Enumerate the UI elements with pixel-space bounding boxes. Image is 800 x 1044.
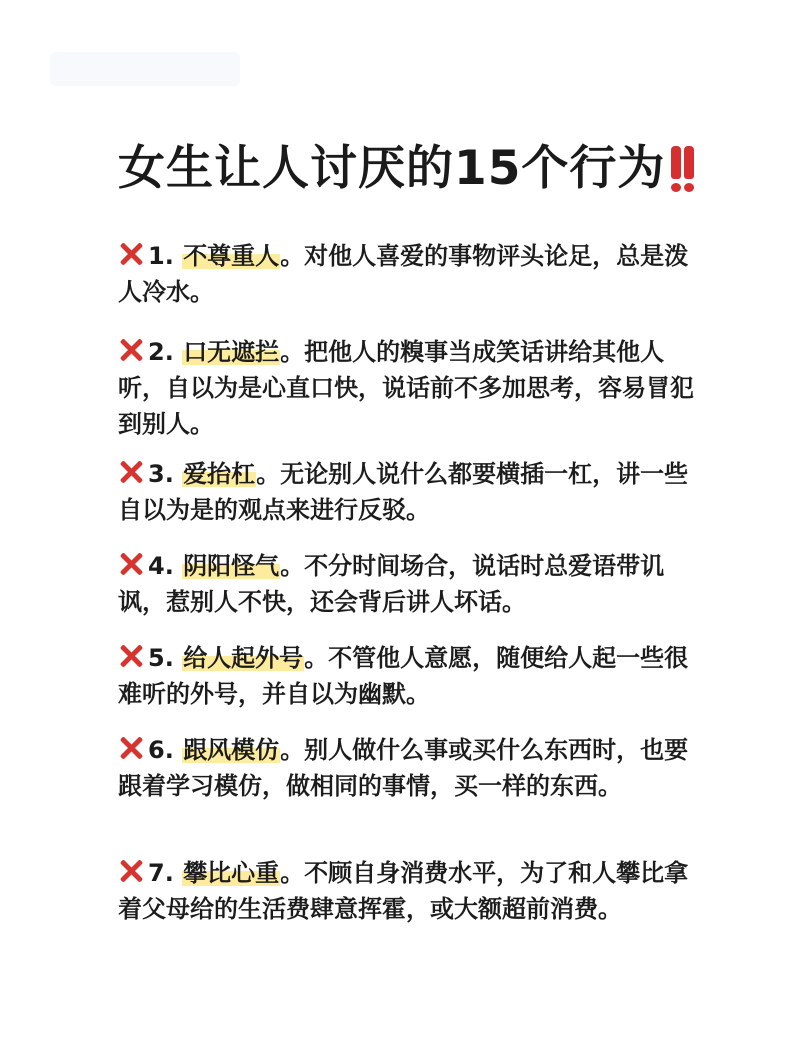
list-item-4 (118, 548, 703, 620)
item-number: 5. (148, 644, 174, 672)
item-text: 。不分时间场合，说话时总爱语带讥讽，惹别人不快，还会背后讲人坏话。 (118, 552, 665, 616)
item-number: 7. (148, 859, 174, 887)
faint-header-bar (50, 52, 240, 86)
item-number: 2. (148, 338, 174, 366)
item-number: 1. (148, 242, 174, 270)
item-keyword: 攀比心重 (183, 859, 280, 887)
item-keyword: 口无遮拦 (183, 338, 280, 366)
cross-mark-icon (118, 643, 144, 669)
cross-mark-icon (118, 337, 144, 363)
item-keyword: 跟风模仿 (183, 736, 280, 764)
cross-mark-icon (118, 735, 144, 761)
page-title (118, 134, 718, 204)
cross-mark-icon (118, 241, 144, 267)
item-text: 。不管他人意愿，随便给人起一些很难听的外号，并自以为幽默。 (118, 644, 689, 708)
list-item-6 (118, 732, 703, 804)
double-exclamation-icon (671, 146, 694, 192)
item-text: 。不顾自身消费水平，为了和人攀比拿着父母给的生活费肆意挥霍，或大额超前消费。 (118, 859, 689, 923)
item-keyword: 给人起外号 (183, 644, 304, 672)
item-text: 。把他人的糗事当成笑话讲给其他人听，自以为是心直口快，说话前不多加思考，容易冒犯到别人。 (118, 338, 694, 438)
cross-mark-icon (118, 858, 144, 884)
item-number: 3. (148, 460, 174, 488)
item-keyword: 阴阳怪气 (183, 552, 280, 580)
item-number: 4. (148, 552, 174, 580)
item-text: 。对他人喜爱的事物评头论足，总是泼人冷水。 (118, 242, 689, 306)
cross-mark-icon (118, 551, 144, 577)
item-keyword: 爱抬杠 (183, 460, 256, 488)
item-number: 6. (148, 736, 174, 764)
list-item-5 (118, 640, 703, 712)
title-text: 女生让人讨厌的15个行为 (118, 141, 666, 196)
list-item-3 (118, 456, 703, 528)
item-keyword: 不尊重人 (183, 242, 280, 270)
list-item-7 (118, 855, 703, 927)
list-item-1 (118, 238, 703, 310)
cross-mark-icon (118, 459, 144, 485)
list-item-2 (118, 334, 703, 442)
item-text: 。无论别人说什么都要横插一杠，讲一些自以为是的观点来进行反驳。 (118, 460, 689, 524)
item-text: 。别人做什么事或买什么东西时，也要跟着学习模仿，做相同的事情，买一样的东西。 (118, 736, 689, 800)
